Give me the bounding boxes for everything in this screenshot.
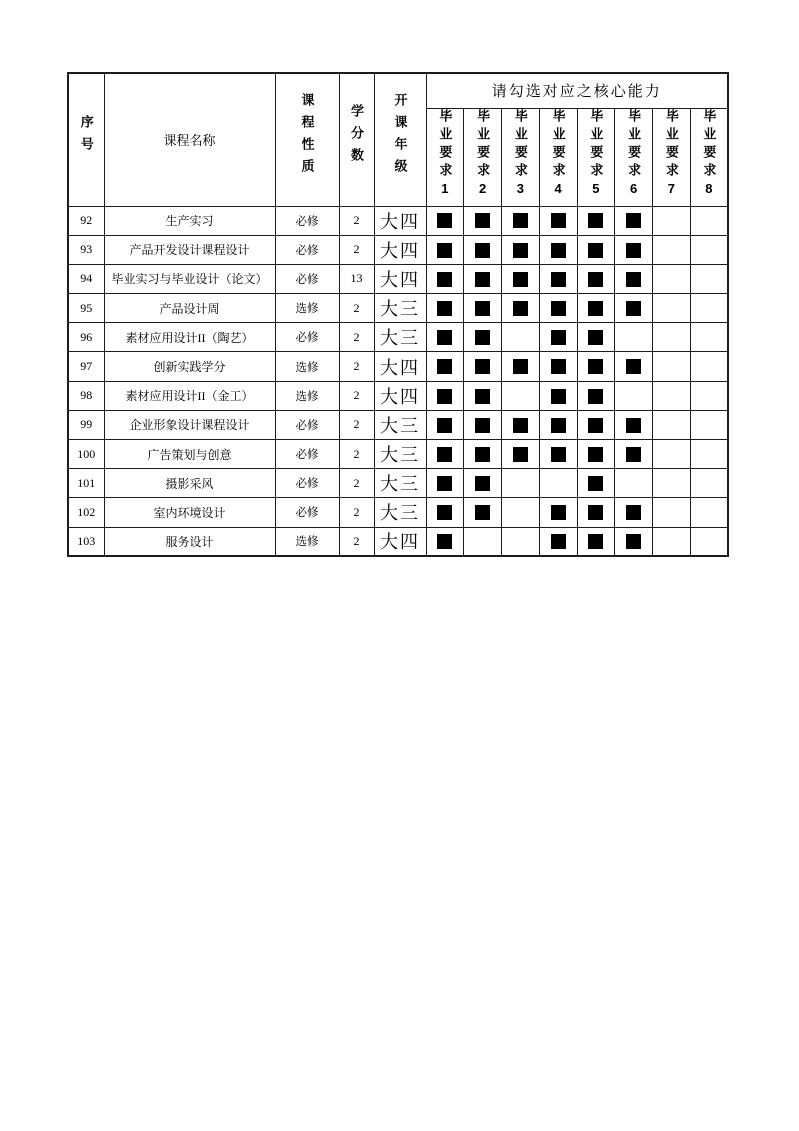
req-column-label: 毕业要求5: [588, 108, 604, 201]
check-cell-req8: [690, 323, 728, 352]
row-credits: 2: [339, 352, 374, 381]
column-header-credits-label: 学分数: [349, 104, 364, 171]
table-body: [68, 206, 728, 556]
check-cell-req6: [615, 264, 653, 293]
req-column-label: 毕业要求6: [626, 108, 642, 201]
row-credits: 2: [339, 527, 374, 556]
row-grade: 大四: [374, 264, 426, 293]
check-cell-req4: [539, 440, 577, 469]
check-cell-req1: [426, 381, 464, 410]
check-filled-icon: [513, 359, 528, 374]
check-filled-icon: [513, 301, 528, 316]
check-filled-icon: [475, 476, 490, 491]
table-row: [68, 294, 728, 323]
row-grade: 大三: [374, 410, 426, 439]
check-cell-req8: [690, 206, 728, 235]
check-cell-req7: [653, 410, 691, 439]
row-nature: 必修: [275, 264, 339, 293]
check-filled-icon: [437, 534, 452, 549]
check-cell-req2: [464, 469, 502, 498]
row-nature: 选修: [275, 294, 339, 323]
check-cell-req1: [426, 264, 464, 293]
row-course-name: 产品开发设计课程设计: [104, 235, 275, 264]
check-cell-req3: [502, 381, 540, 410]
check-cell-req1: [426, 527, 464, 556]
row-credits: 2: [339, 440, 374, 469]
table-row: [68, 352, 728, 381]
req-column-header-3: [502, 108, 540, 206]
table-row: [68, 381, 728, 410]
req-column-header-1: [426, 108, 464, 206]
table-row: [68, 527, 728, 556]
req-column-label: 毕业要求1: [437, 108, 453, 201]
check-cell-req6: [615, 469, 653, 498]
check-filled-icon: [475, 213, 490, 228]
check-filled-icon: [626, 243, 641, 258]
check-filled-icon: [588, 272, 603, 287]
check-cell-req7: [653, 498, 691, 527]
check-filled-icon: [588, 243, 603, 258]
check-filled-icon: [588, 534, 603, 549]
check-filled-icon: [475, 301, 490, 316]
row-no: 98: [68, 381, 104, 410]
check-filled-icon: [475, 505, 490, 520]
check-filled-icon: [551, 389, 566, 404]
check-cell-req4: [539, 264, 577, 293]
table-row: [68, 264, 728, 293]
check-cell-req3: [502, 410, 540, 439]
check-cell-req6: [615, 381, 653, 410]
row-nature: 选修: [275, 527, 339, 556]
check-cell-req2: [464, 381, 502, 410]
check-cell-req5: [577, 469, 615, 498]
check-cell-req2: [464, 235, 502, 264]
check-cell-req4: [539, 410, 577, 439]
check-filled-icon: [513, 272, 528, 287]
check-cell-req6: [615, 410, 653, 439]
check-cell-req1: [426, 323, 464, 352]
check-cell-req3: [502, 440, 540, 469]
check-cell-req6: [615, 440, 653, 469]
check-filled-icon: [626, 272, 641, 287]
row-credits: 2: [339, 323, 374, 352]
row-no: 94: [68, 264, 104, 293]
row-nature: 必修: [275, 410, 339, 439]
check-filled-icon: [626, 359, 641, 374]
check-cell-req7: [653, 440, 691, 469]
row-grade: 大三: [374, 469, 426, 498]
req-column-label: 毕业要求7: [663, 108, 679, 201]
check-cell-req5: [577, 527, 615, 556]
check-filled-icon: [551, 301, 566, 316]
row-grade: 大三: [374, 323, 426, 352]
row-course-name: 室内环境设计: [104, 498, 275, 527]
table-row: [68, 410, 728, 439]
check-cell-req1: [426, 440, 464, 469]
row-grade: 大四: [374, 206, 426, 235]
row-no: 92: [68, 206, 104, 235]
check-cell-req8: [690, 294, 728, 323]
check-cell-req5: [577, 235, 615, 264]
row-grade: 大四: [374, 235, 426, 264]
req-column-label: 毕业要求8: [701, 108, 717, 201]
check-cell-req6: [615, 498, 653, 527]
check-filled-icon: [437, 272, 452, 287]
check-cell-req4: [539, 498, 577, 527]
row-credits: 13: [339, 264, 374, 293]
check-filled-icon: [437, 213, 452, 228]
check-filled-icon: [437, 505, 452, 520]
req-column-header-4: [539, 108, 577, 206]
row-nature: 必修: [275, 323, 339, 352]
check-filled-icon: [475, 243, 490, 258]
row-nature: 必修: [275, 206, 339, 235]
row-course-name: 摄影采风: [104, 469, 275, 498]
check-filled-icon: [551, 213, 566, 228]
check-cell-req8: [690, 352, 728, 381]
req-column-header-2: [464, 108, 502, 206]
req-column-header-7: [653, 108, 691, 206]
check-filled-icon: [475, 389, 490, 404]
check-filled-icon: [437, 476, 452, 491]
check-cell-req1: [426, 410, 464, 439]
check-filled-icon: [437, 447, 452, 462]
req-column-label: 毕业要求4: [550, 108, 566, 201]
check-cell-req4: [539, 235, 577, 264]
check-cell-req5: [577, 410, 615, 439]
check-cell-req1: [426, 498, 464, 527]
row-grade: 大三: [374, 294, 426, 323]
check-cell-req8: [690, 410, 728, 439]
core-ability-title: 请勾选对应之核心能力: [426, 73, 728, 108]
check-filled-icon: [513, 213, 528, 228]
check-filled-icon: [551, 534, 566, 549]
table-row: [68, 440, 728, 469]
row-nature: 必修: [275, 440, 339, 469]
check-cell-req5: [577, 381, 615, 410]
check-filled-icon: [437, 418, 452, 433]
check-cell-req3: [502, 235, 540, 264]
check-cell-req1: [426, 469, 464, 498]
req-column-header-5: [577, 108, 615, 206]
req-column-header-6: [615, 108, 653, 206]
check-cell-req2: [464, 498, 502, 527]
check-cell-req6: [615, 323, 653, 352]
row-nature: 必修: [275, 469, 339, 498]
check-filled-icon: [588, 476, 603, 491]
check-filled-icon: [437, 330, 452, 345]
column-header-no-label: 序号: [78, 115, 94, 160]
check-cell-req6: [615, 527, 653, 556]
req-column-label: 毕业要求2: [475, 108, 491, 201]
row-no: 101: [68, 469, 104, 498]
row-course-name: 生产实习: [104, 206, 275, 235]
check-filled-icon: [551, 272, 566, 287]
check-filled-icon: [588, 213, 603, 228]
check-filled-icon: [437, 243, 452, 258]
check-cell-req8: [690, 498, 728, 527]
check-cell-req5: [577, 352, 615, 381]
check-cell-req3: [502, 206, 540, 235]
row-course-name: 服务设计: [104, 527, 275, 556]
check-filled-icon: [475, 272, 490, 287]
row-credits: 2: [339, 235, 374, 264]
table-row: [68, 323, 728, 352]
row-grade: 大四: [374, 381, 426, 410]
column-header-no: [68, 73, 104, 206]
row-no: 96: [68, 323, 104, 352]
check-filled-icon: [626, 447, 641, 462]
row-credits: 2: [339, 294, 374, 323]
check-filled-icon: [475, 447, 490, 462]
check-filled-icon: [551, 243, 566, 258]
check-cell-req3: [502, 323, 540, 352]
check-cell-req7: [653, 469, 691, 498]
check-cell-req5: [577, 264, 615, 293]
check-cell-req3: [502, 469, 540, 498]
req-column-label: 毕业要求3: [512, 108, 528, 201]
row-course-name: 企业形象设计课程设计: [104, 410, 275, 439]
check-cell-req2: [464, 527, 502, 556]
check-cell-req7: [653, 264, 691, 293]
check-filled-icon: [588, 330, 603, 345]
course-table: [67, 72, 729, 557]
check-filled-icon: [626, 534, 641, 549]
row-nature: 必修: [275, 235, 339, 264]
check-cell-req4: [539, 206, 577, 235]
column-header-grade-label: 开课年级: [392, 93, 408, 182]
check-filled-icon: [513, 243, 528, 258]
row-no: 100: [68, 440, 104, 469]
check-cell-req2: [464, 294, 502, 323]
row-credits: 2: [339, 498, 374, 527]
check-filled-icon: [437, 359, 452, 374]
check-cell-req2: [464, 440, 502, 469]
column-header-course-name: 课程名称: [104, 73, 275, 206]
check-cell-req2: [464, 410, 502, 439]
check-filled-icon: [437, 301, 452, 316]
check-cell-req3: [502, 527, 540, 556]
check-cell-req1: [426, 206, 464, 235]
check-cell-req4: [539, 323, 577, 352]
check-filled-icon: [588, 418, 603, 433]
row-grade: 大三: [374, 498, 426, 527]
row-grade: 大四: [374, 352, 426, 381]
check-cell-req2: [464, 206, 502, 235]
check-cell-req7: [653, 294, 691, 323]
check-cell-req4: [539, 527, 577, 556]
row-credits: 2: [339, 469, 374, 498]
check-cell-req5: [577, 498, 615, 527]
check-cell-req1: [426, 235, 464, 264]
table-row: [68, 235, 728, 264]
column-header-credits: [339, 73, 374, 206]
check-filled-icon: [626, 213, 641, 228]
check-filled-icon: [588, 447, 603, 462]
check-cell-req5: [577, 323, 615, 352]
check-cell-req2: [464, 323, 502, 352]
check-cell-req3: [502, 498, 540, 527]
check-filled-icon: [551, 505, 566, 520]
row-course-name: 产品设计周: [104, 294, 275, 323]
req-column-header-8: [690, 108, 728, 206]
row-nature: 选修: [275, 381, 339, 410]
check-cell-req7: [653, 235, 691, 264]
check-cell-req5: [577, 440, 615, 469]
check-cell-req4: [539, 294, 577, 323]
row-credits: 2: [339, 206, 374, 235]
check-cell-req8: [690, 381, 728, 410]
check-filled-icon: [551, 330, 566, 345]
check-cell-req8: [690, 469, 728, 498]
check-filled-icon: [551, 359, 566, 374]
check-filled-icon: [475, 359, 490, 374]
check-filled-icon: [626, 505, 641, 520]
check-cell-req7: [653, 323, 691, 352]
row-no: 95: [68, 294, 104, 323]
check-cell-req4: [539, 352, 577, 381]
check-filled-icon: [588, 505, 603, 520]
row-course-name: 广告策划与创意: [104, 440, 275, 469]
check-cell-req1: [426, 352, 464, 381]
check-filled-icon: [626, 301, 641, 316]
table-row: [68, 498, 728, 527]
table-row: [68, 469, 728, 498]
row-no: 93: [68, 235, 104, 264]
check-filled-icon: [513, 418, 528, 433]
check-cell-req3: [502, 352, 540, 381]
check-filled-icon: [475, 330, 490, 345]
check-cell-req8: [690, 264, 728, 293]
check-cell-req1: [426, 294, 464, 323]
check-filled-icon: [588, 301, 603, 316]
row-nature: 必修: [275, 498, 339, 527]
table-row: [68, 206, 728, 235]
row-nature: 选修: [275, 352, 339, 381]
row-no: 99: [68, 410, 104, 439]
check-cell-req6: [615, 294, 653, 323]
check-cell-req3: [502, 294, 540, 323]
row-credits: 2: [339, 381, 374, 410]
column-header-nature: [275, 73, 339, 206]
check-cell-req8: [690, 440, 728, 469]
row-grade: 大四: [374, 527, 426, 556]
row-course-name: 素材应用设计II（陶艺）: [104, 323, 275, 352]
row-grade: 大三: [374, 440, 426, 469]
row-credits: 2: [339, 410, 374, 439]
row-no: 103: [68, 527, 104, 556]
row-course-name: 素材应用设计II（金工）: [104, 381, 275, 410]
check-cell-req3: [502, 264, 540, 293]
check-cell-req5: [577, 294, 615, 323]
row-no: 97: [68, 352, 104, 381]
check-filled-icon: [437, 389, 452, 404]
check-cell-req7: [653, 527, 691, 556]
column-header-grade: [374, 73, 426, 206]
check-cell-req8: [690, 235, 728, 264]
check-cell-req7: [653, 381, 691, 410]
check-cell-req6: [615, 206, 653, 235]
check-filled-icon: [588, 389, 603, 404]
row-course-name: 毕业实习与毕业设计（论文）: [104, 264, 275, 293]
check-cell-req7: [653, 206, 691, 235]
check-cell-req7: [653, 352, 691, 381]
check-cell-req4: [539, 381, 577, 410]
check-filled-icon: [551, 447, 566, 462]
check-filled-icon: [551, 418, 566, 433]
check-cell-req6: [615, 235, 653, 264]
header-row-top: [68, 73, 728, 108]
row-no: 102: [68, 498, 104, 527]
check-filled-icon: [626, 418, 641, 433]
column-header-nature-label: 课程性质: [299, 93, 315, 182]
row-course-name: 创新实践学分: [104, 352, 275, 381]
check-filled-icon: [475, 418, 490, 433]
check-cell-req6: [615, 352, 653, 381]
check-filled-icon: [588, 359, 603, 374]
check-cell-req2: [464, 352, 502, 381]
check-cell-req4: [539, 469, 577, 498]
check-filled-icon: [513, 447, 528, 462]
check-cell-req8: [690, 527, 728, 556]
check-cell-req2: [464, 264, 502, 293]
check-cell-req5: [577, 206, 615, 235]
